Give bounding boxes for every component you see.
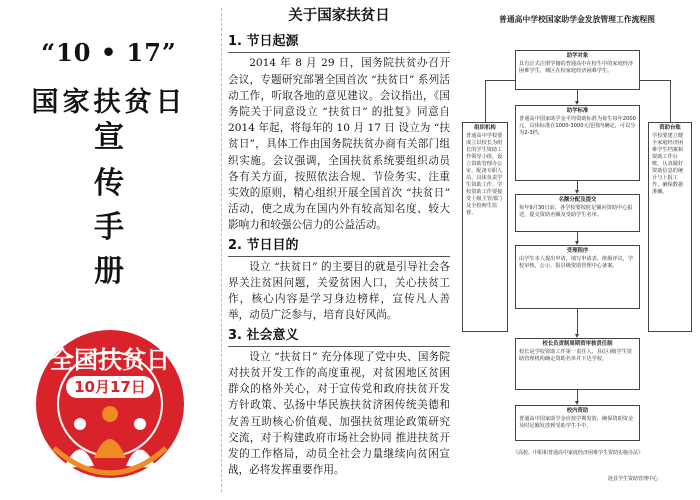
- flow-step-text: 每年9月30日前，各学校要按时足额向资助中心报送，提交资助名额及受助学生名单。: [519, 205, 633, 218]
- flow-step-text: 校长是学校资助工作第一责任人，县(区)级学生资助管理机构确定资助名单并下达学校。: [519, 349, 632, 362]
- flow-step-accountability: [515, 338, 640, 390]
- cover-date-title: “10 • 17”: [41, 38, 177, 67]
- article-column: [228, 6, 450, 494]
- cover-vertical-char-4: 册: [94, 254, 124, 289]
- article-title: 关于国家扶贫日: [288, 7, 390, 24]
- section-text-significance: 设立 “扶贫日” 充分体现了党中央、国务院对扶贫开发工作的高度重视，对贫困地区贫困群众的格外关心，对于宣传党和政府扶贫开发方针政策、弘扬中华民族扶贫济困传统美德和友善互助核心价值观、加强扶贫理论政策研究交流，对于构建政府市场社会协同 推进扶贫开发的工作格局，动员全社会力量继续向贫困宣战，必将发挥重要作用。: [228, 350, 450, 477]
- section-heading-origin: 1. 节日起源: [228, 34, 299, 50]
- flow-connector: [640, 80, 670, 81]
- cover-panel: [0, 0, 218, 500]
- flow-step-title: 受理程序: [566, 248, 589, 254]
- flow-arrow: [577, 181, 578, 191]
- flow-step-title: 名额分配及提交: [558, 197, 597, 203]
- flow-step-text: 普通高中国家助学金平均资助标准为每生每年2000元，具体标准在1000-3000元范围内确定，可以分为2-3档。: [519, 116, 636, 136]
- flow-side-box-organization: [462, 122, 508, 332]
- flow-step-quota: [515, 194, 640, 232]
- flow-connector: [485, 80, 515, 81]
- flow-step-title: 助学标准: [566, 108, 589, 114]
- section-heading-purpose: 2. 节日目的: [228, 237, 299, 253]
- flow-side-text: 学校要建立健全家庭经济困难学生档案和资助工作台账，认真做好资助信息的统计与上报工作，确保数据准确。: [652, 133, 684, 195]
- column-divider: [221, 8, 223, 492]
- flow-step-title: 校长负责制周期资审核责任制: [542, 341, 613, 347]
- cover-vertical-char-1: 宣: [94, 120, 124, 155]
- section-heading-significance: 3. 社会意义: [228, 327, 299, 343]
- flow-arrow: [577, 232, 578, 242]
- logo-text: 全国扶贫日: [50, 346, 170, 374]
- flow-step-title: 助学对象: [566, 53, 589, 59]
- cover-vertical-char-3: 手: [94, 210, 124, 245]
- flow-arrow: [577, 90, 578, 102]
- flow-arrow: [577, 309, 578, 335]
- flow-step-text: 普通高中国家助学金应按学期发放，确保资助资金及时足额发放到受助学生手中。: [519, 416, 634, 429]
- section-text-purpose: 设立 “扶贫日” 的主要目的就是引导社会各界关注贫困问题，关爱贫困人口，关心扶贫工作，核心内容是学习身边榜样，宣传凡人善举，动员广泛参与，培育良好风尚。: [228, 260, 450, 322]
- flow-side-text: 普通高中学校要成立以校长为组长的学生资助工作领导小组，设立资助管理办公室，配备专职人员，具体负责学生资助工作。学校资助工作要接受上级主管部门及全校师生监督。: [466, 133, 503, 216]
- flow-side-title: 资助台账: [659, 125, 681, 131]
- logo-date: 10月17日: [74, 378, 146, 396]
- section-rule: [228, 346, 450, 347]
- flow-step-title: 校内资助: [566, 408, 589, 414]
- poverty-day-logo: [24, 328, 196, 490]
- cover-day-title: 国家扶贫日: [31, 87, 187, 118]
- section-rule: [228, 256, 450, 257]
- flow-step-disbursement: [515, 405, 640, 441]
- flow-step-text: 由学生本人提出申请，填写申请表，班级评议，学校审核，公示，报县级资助管理中心备案。: [519, 256, 634, 269]
- flow-connector: [485, 80, 486, 122]
- flowchart-title: 普通高中学校国家助学金发放管理工作流程图: [499, 15, 655, 24]
- flow-step-procedure: [515, 245, 640, 309]
- cover-vertical-char-2: 传: [94, 166, 124, 201]
- flow-arrow: [577, 390, 578, 402]
- flowchart-footer: 涟县学生资助管理中心: [607, 476, 658, 482]
- flow-side-title: 组织机构: [474, 125, 496, 131]
- section-text-origin: 2014 年 8 月 29 日，国务院扶贫办召开会议，专题研究部署全国首次 “扶贫日” 系列活动工作，听取各地的意见建议。会议指出，《国务院关于同意设立 “扶贫日” 的批复》同意自 2014 年起，将每年的 10 月 17 日 设立为 “扶贫日”，具体工作由国务院扶贫办商有关部门组织实施。会议强调，全国扶贫系统要组织动员各有关方面，按照依法合规、节俭务实、注重实效的原则，精心组织开展全国首次 “扶贫日” 活动，使之成为在国内外有较高知名度、较大影响力和较强公信力的公益活动。: [228, 57, 450, 232]
- flowchart-note: 《高校、中职和普通高中家庭经济困难学生资助实施办法》: [512, 450, 643, 456]
- flow-step-standard: [515, 105, 640, 181]
- flow-connector: [670, 80, 671, 122]
- flow-side-box-ledger: [648, 122, 692, 332]
- flow-step-target: [515, 50, 640, 90]
- flowchart-panel: [458, 10, 696, 494]
- section-rule: [228, 52, 450, 53]
- flow-step-text: 具有正式注册学籍的普通高中在校生中的家庭经济困难学生，城区在校家庭经济困难学生。: [519, 61, 634, 74]
